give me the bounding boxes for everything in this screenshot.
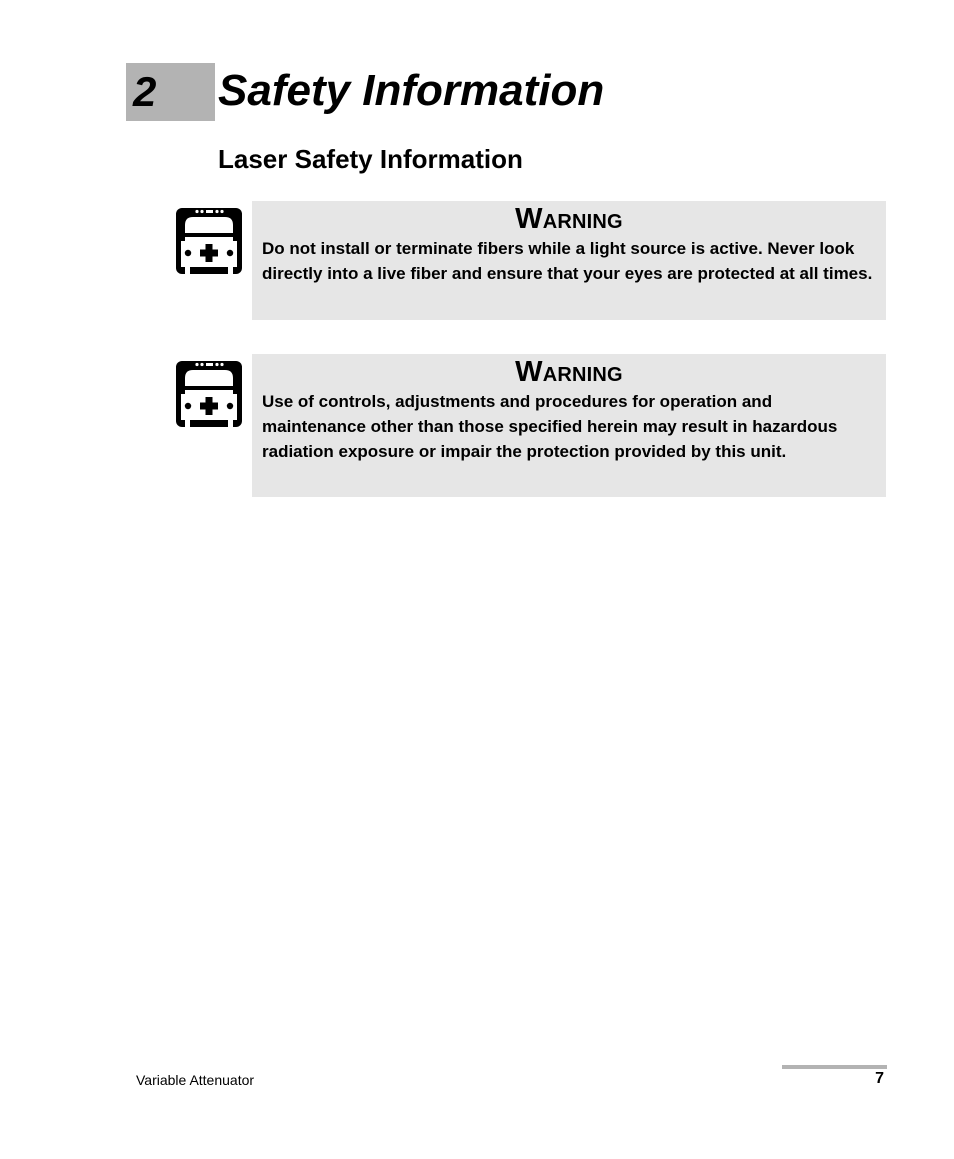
- page-number: 7: [875, 1070, 884, 1087]
- chapter-number: 2: [133, 68, 157, 115]
- warning-heading: Warning: [515, 203, 623, 235]
- warning-vehicle-icon: [175, 360, 243, 428]
- section-title: Laser Safety Information: [218, 144, 523, 174]
- warning-text: Use of controls, adjustments and procedures for operation and maintenance other than those specified herein may result in hazardous radiation exposure or impair the protection provided by this unit.: [262, 392, 838, 461]
- warning-text: Do not install or terminate fibers while a light source is active. Never look directly into a live fiber and ensure that your eyes are protected at all times.: [262, 239, 873, 283]
- chapter-title: Safety Information: [218, 66, 605, 115]
- warning-heading: Warning: [515, 356, 623, 388]
- footer-product-name: Variable Attenuator: [136, 1072, 255, 1088]
- warning-vehicle-icon: [175, 207, 243, 275]
- warning-box: [252, 201, 886, 320]
- footer-rule: [782, 1065, 887, 1069]
- warning-box: [252, 354, 886, 497]
